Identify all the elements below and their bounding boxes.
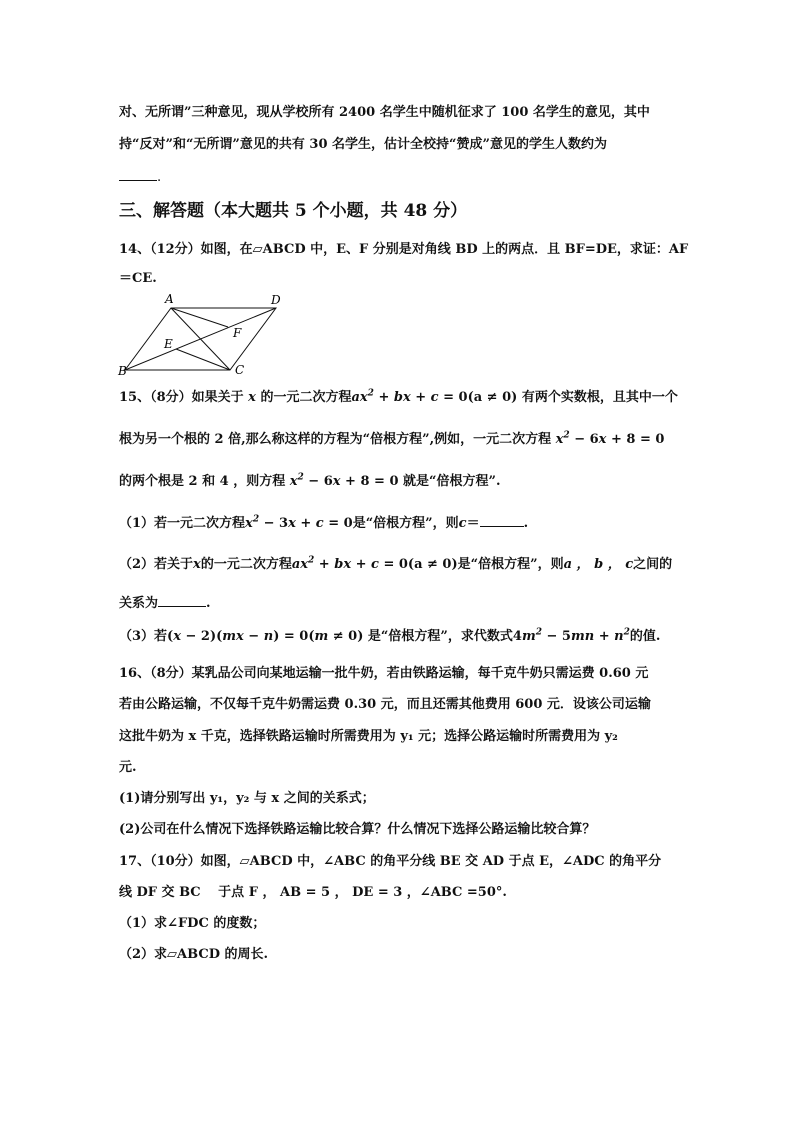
equation-general: $ax^2$ + bx + c = 0(a ≠ 0) — [351, 388, 518, 405]
equation-example: $x^2 - 6x + 8 = 0$ — [555, 430, 665, 447]
intro-line-1: 对、无所谓”三种意见，现从学校所有 2400 名学生中随机征求了 100 名学生的意见，其中 — [119, 105, 650, 120]
intro-line-3: . — [119, 168, 161, 187]
answer-blank — [158, 594, 206, 607]
q17-line-3: （1）求∠FDC 的度数； — [119, 916, 266, 931]
label-c: C — [235, 363, 245, 377]
q17-line-4: （2）求▱ABCD 的周长. — [119, 947, 269, 962]
q16-line-2: 若由公路运输，不仅每千克牛奶需运费 0.30 元，而且还需其他费用 600 元．设该公司运输 — [119, 697, 651, 712]
q17-line-1: 17、（10分）如图，▱ABCD 中，∠ABC 的角平分线 BE 交 AD 于点 E，∠ADC 的角平分 — [119, 854, 662, 869]
q14-line-1: 14、（12分）如图，在▱ABCD 中，E、F 分别是对角线 BD 上的两点．且 BF=DE，求证：AF — [119, 242, 689, 257]
q15-part-1: （1）若一元二次方程$x^2 - 3x + c = 0$是“倍根方程”，则c＝ . — [119, 514, 529, 531]
equation-part-2: $ax^2$ + bx + c = 0(a ≠ 0) — [291, 555, 458, 572]
equation-example-2: $x^2 - 6x + 8 = 0$ — [289, 472, 399, 489]
q16-line-6: (2)公司在什么情况下选择铁路运输比较合算？什么情况下选择公路运输比较合算？ — [119, 822, 596, 837]
equation-part-1: $x^2 - 3x + c = 0$ — [245, 514, 353, 531]
label-f: F — [233, 326, 242, 340]
equation-part-3: (x − 2)(mx − n) = 0(m ≠ 0) — [167, 629, 364, 644]
q16-line-1: 16、（8分）某乳品公司向某地运输一批牛奶，若由铁路运输，每千克牛奶只需运费 0.60 元 — [119, 666, 649, 681]
q14-line-2: ＝CE. — [119, 271, 157, 286]
q15-line-3: 的两个根是 2 和 4 ，则方程 $x^2 - 6x + 8 = 0$ 就是“倍根方程”. — [119, 472, 501, 489]
label-b: B — [118, 364, 127, 378]
q16-line-5: (1)请分别写出 y₁，y₂ 与 x 之间的关系式； — [119, 791, 375, 806]
parallelogram-figure — [116, 292, 291, 378]
q15-part-2: （2）若关于x的一元二次方程$ax^2$ + bx + c = 0(a ≠ 0)是“倍根方程”，则a ， b ， c之间的 — [119, 555, 673, 572]
label-e: E — [164, 337, 173, 351]
q16-line-4: 元. — [119, 760, 137, 775]
q15-line-2: 根为另一个根的 2 倍,那么称这样的方程为“倍根方程”,例如，一元二次方程 $x^2 - 6x + 8 = 0$ — [119, 430, 665, 447]
q16-line-3: 这批牛奶为 x 千克，选择铁路运输时所需费用为 y₁ 元；选择公路运输时所需费用为 y₂ — [119, 729, 618, 744]
section-title: 三、解答题（本大题共 5 个小题，共 48 分） — [119, 201, 468, 221]
label-a: A — [165, 292, 174, 306]
segment-ce — [176, 349, 230, 370]
intro-line-2: 持“反对”和“无所谓”意见的共有 30 名学生，估计全校持“赞成”意见的学生人数约为 — [119, 137, 608, 152]
answer-blank — [480, 514, 524, 527]
q17-line-2: 线 DF 交 BC 于点 F ， AB = 5 ， DE = 3 ，∠ABC =50°. — [119, 885, 507, 900]
answer-blank — [119, 168, 157, 181]
q15-part-2-cont: 关系为 . — [119, 596, 211, 611]
expression-part-3: $4m^2 - 5mn + n^2$ — [512, 627, 630, 644]
q15-part-3: （3）若(x − 2)(mx − n) = 0(m ≠ 0) 是“倍根方程”，求代数式$4m^2 - 5mn + n^2$的值. — [119, 627, 661, 644]
q15-line-1: 15、（8分）如果关于 x 的一元二次方程$ax^2$ + bx + c = 0(a ≠ 0) 有两个实数根，且其中一个 — [119, 388, 678, 405]
diagonal-ac — [171, 308, 230, 370]
label-d: D — [271, 293, 281, 307]
